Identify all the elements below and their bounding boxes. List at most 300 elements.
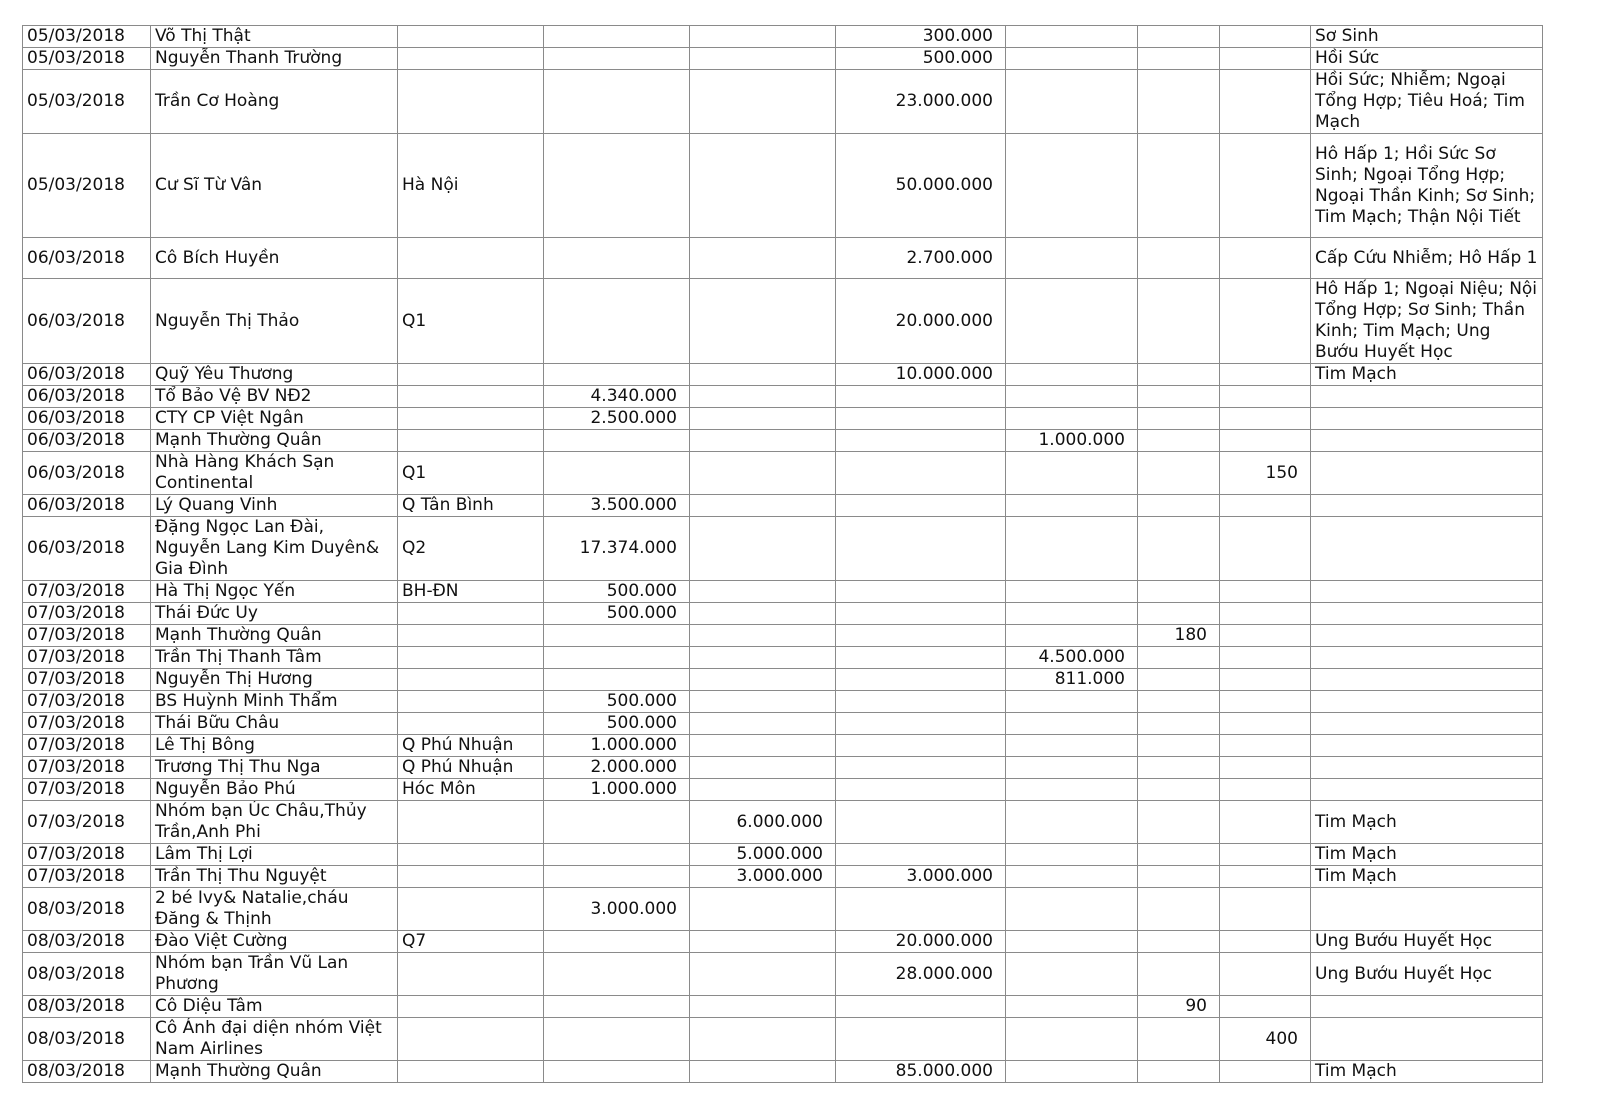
amount-col-3-cell	[836, 452, 1006, 495]
amount-col-3-cell: 3.000.000	[836, 866, 1006, 888]
location-cell	[398, 625, 544, 647]
donor-name-cell: Tổ Bảo Vệ BV NĐ2	[151, 386, 398, 408]
quantity-col-6-cell	[1220, 713, 1311, 735]
donor-name-cell: CTY CP Việt Ngân	[151, 408, 398, 430]
amount-col-1-cell	[544, 625, 690, 647]
quantity-col-5-cell	[1138, 408, 1220, 430]
quantity-col-5-cell	[1138, 603, 1220, 625]
quantity-col-6-cell	[1220, 430, 1311, 452]
amount-col-3-cell	[836, 495, 1006, 517]
location-cell	[398, 1061, 544, 1083]
quantity-col-5-cell	[1138, 647, 1220, 669]
date-cell: 08/03/2018	[23, 996, 151, 1018]
department-cell	[1311, 647, 1543, 669]
amount-col-3-cell	[836, 713, 1006, 735]
department-cell: Tim Mạch	[1311, 364, 1543, 386]
department-cell	[1311, 779, 1543, 801]
quantity-col-5-cell	[1138, 888, 1220, 931]
donor-name-cell: Nguyễn Thị Thảo	[151, 279, 398, 364]
amount-col-1-cell	[544, 1018, 690, 1061]
quantity-col-5-cell	[1138, 735, 1220, 757]
quantity-col-6-cell	[1220, 888, 1311, 931]
amount-col-1-cell: 500.000	[544, 691, 690, 713]
table-row	[23, 26, 1543, 48]
amount-col-3-cell	[836, 757, 1006, 779]
table-row	[23, 691, 1543, 713]
location-cell: Q2	[398, 517, 544, 581]
location-cell: Q7	[398, 931, 544, 953]
date-cell: 06/03/2018	[23, 279, 151, 364]
department-cell	[1311, 386, 1543, 408]
amount-col-2-cell	[690, 364, 836, 386]
amount-col-2-cell	[690, 996, 836, 1018]
location-cell	[398, 888, 544, 931]
quantity-col-5-cell	[1138, 1018, 1220, 1061]
donor-name-cell: Đặng Ngọc Lan Đài, Nguyễn Lang Kim Duyên& Gia Đình	[151, 517, 398, 581]
table-row	[23, 1018, 1543, 1061]
amount-col-2-cell	[690, 779, 836, 801]
date-cell: 05/03/2018	[23, 26, 151, 48]
location-cell: Q Tân Bình	[398, 495, 544, 517]
amount-col-4-cell	[1006, 603, 1138, 625]
amount-col-1-cell	[544, 48, 690, 70]
date-cell: 08/03/2018	[23, 931, 151, 953]
quantity-col-5-cell	[1138, 669, 1220, 691]
department-cell: Tim Mạch	[1311, 801, 1543, 844]
quantity-col-6-cell	[1220, 279, 1311, 364]
quantity-col-5-cell	[1138, 386, 1220, 408]
amount-col-2-cell	[690, 495, 836, 517]
table-row	[23, 238, 1543, 279]
table-row	[23, 625, 1543, 647]
date-cell: 05/03/2018	[23, 48, 151, 70]
amount-col-4-cell	[1006, 279, 1138, 364]
location-cell	[398, 26, 544, 48]
amount-col-1-cell	[544, 70, 690, 134]
department-cell	[1311, 517, 1543, 581]
date-cell: 07/03/2018	[23, 844, 151, 866]
amount-col-2-cell	[690, 238, 836, 279]
department-cell: Hô Hấp 1; Hồi Sức Sơ Sinh; Ngoại Tổng Hợp; Ngoại Thần Kinh; Sơ Sinh; Tim Mạch; Thận Nội Tiết	[1311, 134, 1543, 238]
amount-col-2-cell: 6.000.000	[690, 801, 836, 844]
amount-col-4-cell	[1006, 779, 1138, 801]
amount-col-2-cell	[690, 70, 836, 134]
table-row	[23, 669, 1543, 691]
amount-col-2-cell	[690, 669, 836, 691]
department-cell: Hô Hấp 1; Ngoại Niệu; Nội Tổng Hợp; Sơ Sinh; Thần Kinh; Tim Mạch; Ung Bướu Huyết Học	[1311, 279, 1543, 364]
amount-col-3-cell: 300.000	[836, 26, 1006, 48]
amount-col-3-cell: 85.000.000	[836, 1061, 1006, 1083]
date-cell: 07/03/2018	[23, 713, 151, 735]
amount-col-1-cell	[544, 669, 690, 691]
amount-col-1-cell	[544, 1061, 690, 1083]
donor-name-cell: Lâm Thị Lợi	[151, 844, 398, 866]
quantity-col-5-cell	[1138, 844, 1220, 866]
table-body	[23, 26, 1543, 1083]
donor-name-cell: Mạnh Thường Quân	[151, 1061, 398, 1083]
amount-col-3-cell	[836, 647, 1006, 669]
quantity-col-5-cell	[1138, 801, 1220, 844]
department-cell	[1311, 430, 1543, 452]
department-cell	[1311, 603, 1543, 625]
amount-col-4-cell	[1006, 996, 1138, 1018]
date-cell: 07/03/2018	[23, 669, 151, 691]
location-cell	[398, 713, 544, 735]
amount-col-1-cell	[544, 26, 690, 48]
amount-col-4-cell	[1006, 844, 1138, 866]
date-cell: 07/03/2018	[23, 757, 151, 779]
amount-col-4-cell: 4.500.000	[1006, 647, 1138, 669]
quantity-col-6-cell	[1220, 408, 1311, 430]
table-row	[23, 364, 1543, 386]
donor-name-cell: Hà Thị Ngọc Yến	[151, 581, 398, 603]
location-cell	[398, 691, 544, 713]
amount-col-2-cell	[690, 1018, 836, 1061]
amount-col-4-cell	[1006, 866, 1138, 888]
quantity-col-6-cell	[1220, 238, 1311, 279]
donor-name-cell: Quỹ Yêu Thương	[151, 364, 398, 386]
quantity-col-6-cell	[1220, 953, 1311, 996]
amount-col-3-cell	[836, 996, 1006, 1018]
donor-name-cell: Nhóm bạn Trần Vũ Lan Phương	[151, 953, 398, 996]
quantity-col-5-cell	[1138, 931, 1220, 953]
amount-col-2-cell	[690, 134, 836, 238]
amount-col-3-cell	[836, 779, 1006, 801]
amount-col-1-cell: 500.000	[544, 603, 690, 625]
amount-col-2-cell	[690, 735, 836, 757]
quantity-col-5-cell	[1138, 26, 1220, 48]
donor-name-cell: Cô Bích Huyền	[151, 238, 398, 279]
department-cell: Tim Mạch	[1311, 1061, 1543, 1083]
donor-name-cell: Thái Bữu Châu	[151, 713, 398, 735]
date-cell: 06/03/2018	[23, 408, 151, 430]
amount-col-1-cell	[544, 430, 690, 452]
amount-col-2-cell	[690, 757, 836, 779]
donor-name-cell: BS Huỳnh Minh Thẩm	[151, 691, 398, 713]
location-cell	[398, 647, 544, 669]
amount-col-4-cell	[1006, 26, 1138, 48]
amount-col-3-cell: 23.000.000	[836, 70, 1006, 134]
amount-col-2-cell	[690, 430, 836, 452]
amount-col-3-cell	[836, 844, 1006, 866]
donor-name-cell: Trần Cơ Hoàng	[151, 70, 398, 134]
amount-col-3-cell	[836, 1018, 1006, 1061]
donor-name-cell: Võ Thị Thật	[151, 26, 398, 48]
department-cell	[1311, 757, 1543, 779]
department-cell: Tim Mạch	[1311, 866, 1543, 888]
table-row	[23, 931, 1543, 953]
quantity-col-5-cell	[1138, 1061, 1220, 1083]
amount-col-3-cell: 10.000.000	[836, 364, 1006, 386]
amount-col-3-cell	[836, 888, 1006, 931]
amount-col-1-cell: 500.000	[544, 581, 690, 603]
location-cell	[398, 996, 544, 1018]
quantity-col-6-cell	[1220, 931, 1311, 953]
quantity-col-5-cell	[1138, 279, 1220, 364]
amount-col-1-cell: 2.000.000	[544, 757, 690, 779]
date-cell: 08/03/2018	[23, 888, 151, 931]
date-cell: 08/03/2018	[23, 1061, 151, 1083]
table-row	[23, 48, 1543, 70]
quantity-col-6-cell: 150	[1220, 452, 1311, 495]
amount-col-4-cell	[1006, 625, 1138, 647]
amount-col-2-cell	[690, 26, 836, 48]
quantity-col-5-cell	[1138, 691, 1220, 713]
donor-name-cell: Mạnh Thường Quân	[151, 430, 398, 452]
donor-name-cell: Cô Diệu Tâm	[151, 996, 398, 1018]
table-row	[23, 779, 1543, 801]
quantity-col-6-cell	[1220, 691, 1311, 713]
amount-col-2-cell: 5.000.000	[690, 844, 836, 866]
amount-col-4-cell	[1006, 134, 1138, 238]
date-cell: 08/03/2018	[23, 1018, 151, 1061]
amount-col-3-cell	[836, 408, 1006, 430]
amount-col-1-cell: 4.340.000	[544, 386, 690, 408]
location-cell	[398, 669, 544, 691]
quantity-col-5-cell	[1138, 953, 1220, 996]
amount-col-3-cell: 20.000.000	[836, 279, 1006, 364]
table-row	[23, 603, 1543, 625]
department-cell	[1311, 495, 1543, 517]
location-cell	[398, 1018, 544, 1061]
location-cell	[398, 364, 544, 386]
quantity-col-5-cell: 90	[1138, 996, 1220, 1018]
amount-col-4-cell	[1006, 953, 1138, 996]
amount-col-2-cell	[690, 647, 836, 669]
amount-col-1-cell	[544, 801, 690, 844]
amount-col-1-cell	[544, 996, 690, 1018]
amount-col-3-cell	[836, 625, 1006, 647]
department-cell	[1311, 691, 1543, 713]
amount-col-3-cell: 50.000.000	[836, 134, 1006, 238]
date-cell: 06/03/2018	[23, 517, 151, 581]
amount-col-1-cell	[544, 238, 690, 279]
amount-col-2-cell	[690, 517, 836, 581]
location-cell: BH-ĐN	[398, 581, 544, 603]
quantity-col-5-cell	[1138, 779, 1220, 801]
donor-name-cell: Nhóm bạn Úc Châu,Thủy Trần,Anh Phi	[151, 801, 398, 844]
quantity-col-6-cell	[1220, 757, 1311, 779]
amount-col-1-cell	[544, 866, 690, 888]
amount-col-4-cell: 1.000.000	[1006, 430, 1138, 452]
location-cell	[398, 238, 544, 279]
location-cell	[398, 844, 544, 866]
donor-name-cell: Mạnh Thường Quân	[151, 625, 398, 647]
table-row	[23, 581, 1543, 603]
table-row	[23, 647, 1543, 669]
amount-col-2-cell	[690, 386, 836, 408]
quantity-col-6-cell	[1220, 1061, 1311, 1083]
amount-col-2-cell	[690, 1061, 836, 1083]
amount-col-4-cell	[1006, 495, 1138, 517]
date-cell: 08/03/2018	[23, 953, 151, 996]
department-cell: Sơ Sinh	[1311, 26, 1543, 48]
amount-col-2-cell	[690, 603, 836, 625]
amount-col-1-cell	[544, 844, 690, 866]
donor-name-cell: Nhà Hàng Khách Sạn Continental	[151, 452, 398, 495]
location-cell	[398, 603, 544, 625]
donor-name-cell: Trần Thị Thanh Tâm	[151, 647, 398, 669]
date-cell: 06/03/2018	[23, 495, 151, 517]
date-cell: 07/03/2018	[23, 801, 151, 844]
amount-col-1-cell: 17.374.000	[544, 517, 690, 581]
donor-name-cell: Cô Ánh đại diện nhóm Việt Nam Airlines	[151, 1018, 398, 1061]
amount-col-4-cell	[1006, 364, 1138, 386]
amount-col-4-cell: 811.000	[1006, 669, 1138, 691]
amount-col-1-cell: 3.500.000	[544, 495, 690, 517]
amount-col-3-cell	[836, 430, 1006, 452]
location-cell: Q1	[398, 452, 544, 495]
amount-col-2-cell	[690, 888, 836, 931]
quantity-col-6-cell	[1220, 70, 1311, 134]
donor-name-cell: Lý Quang Vinh	[151, 495, 398, 517]
date-cell: 06/03/2018	[23, 386, 151, 408]
date-cell: 07/03/2018	[23, 691, 151, 713]
table-row	[23, 386, 1543, 408]
quantity-col-6-cell	[1220, 779, 1311, 801]
department-cell: Hồi Sức; Nhiễm; Ngoại Tổng Hợp; Tiêu Hoá; Tim Mạch	[1311, 70, 1543, 134]
table-row	[23, 1061, 1543, 1083]
quantity-col-5-cell	[1138, 495, 1220, 517]
location-cell: Q Phú Nhuận	[398, 735, 544, 757]
location-cell	[398, 48, 544, 70]
department-cell	[1311, 625, 1543, 647]
department-cell	[1311, 408, 1543, 430]
department-cell: Hồi Sức	[1311, 48, 1543, 70]
location-cell: Q Phú Nhuận	[398, 757, 544, 779]
quantity-col-5-cell	[1138, 713, 1220, 735]
quantity-col-5-cell	[1138, 866, 1220, 888]
amount-col-4-cell	[1006, 452, 1138, 495]
location-cell	[398, 70, 544, 134]
quantity-col-5-cell	[1138, 452, 1220, 495]
quantity-col-6-cell	[1220, 48, 1311, 70]
amount-col-4-cell	[1006, 691, 1138, 713]
quantity-col-6-cell	[1220, 364, 1311, 386]
date-cell: 07/03/2018	[23, 647, 151, 669]
department-cell: Ung Bướu Huyết Học	[1311, 931, 1543, 953]
amount-col-2-cell	[690, 953, 836, 996]
location-cell	[398, 866, 544, 888]
amount-col-4-cell	[1006, 517, 1138, 581]
amount-col-1-cell: 500.000	[544, 713, 690, 735]
amount-col-1-cell	[544, 279, 690, 364]
table-row	[23, 866, 1543, 888]
amount-col-2-cell	[690, 279, 836, 364]
donor-name-cell: Đào Việt Cường	[151, 931, 398, 953]
location-cell	[398, 408, 544, 430]
location-cell	[398, 386, 544, 408]
department-cell: Tim Mạch	[1311, 844, 1543, 866]
amount-col-1-cell: 2.500.000	[544, 408, 690, 430]
quantity-col-6-cell	[1220, 866, 1311, 888]
table-row	[23, 953, 1543, 996]
amount-col-4-cell	[1006, 48, 1138, 70]
amount-col-1-cell	[544, 452, 690, 495]
quantity-col-6-cell	[1220, 625, 1311, 647]
table-row	[23, 735, 1543, 757]
quantity-col-5-cell	[1138, 364, 1220, 386]
amount-col-1-cell: 3.000.000	[544, 888, 690, 931]
quantity-col-6-cell	[1220, 517, 1311, 581]
amount-col-4-cell	[1006, 757, 1138, 779]
quantity-col-5-cell	[1138, 517, 1220, 581]
amount-col-3-cell: 2.700.000	[836, 238, 1006, 279]
date-cell: 05/03/2018	[23, 134, 151, 238]
department-cell	[1311, 452, 1543, 495]
date-cell: 07/03/2018	[23, 735, 151, 757]
donor-name-cell: Nguyễn Bảo Phú	[151, 779, 398, 801]
amount-col-4-cell	[1006, 1061, 1138, 1083]
quantity-col-6-cell: 400	[1220, 1018, 1311, 1061]
quantity-col-6-cell	[1220, 603, 1311, 625]
amount-col-1-cell	[544, 953, 690, 996]
amount-col-2-cell	[690, 408, 836, 430]
amount-col-2-cell	[690, 713, 836, 735]
quantity-col-5-cell	[1138, 70, 1220, 134]
department-cell: Cấp Cứu Nhiễm; Hô Hấp 1	[1311, 238, 1543, 279]
quantity-col-6-cell	[1220, 134, 1311, 238]
amount-col-3-cell	[836, 669, 1006, 691]
table-row	[23, 996, 1543, 1018]
donor-name-cell: Nguyễn Thị Hương	[151, 669, 398, 691]
donor-name-cell: Nguyễn Thanh Trường	[151, 48, 398, 70]
department-cell	[1311, 581, 1543, 603]
quantity-col-6-cell	[1220, 581, 1311, 603]
table-row	[23, 430, 1543, 452]
amount-col-2-cell	[690, 48, 836, 70]
department-cell	[1311, 888, 1543, 931]
date-cell: 07/03/2018	[23, 581, 151, 603]
donation-table	[22, 25, 1543, 1083]
amount-col-3-cell: 500.000	[836, 48, 1006, 70]
department-cell	[1311, 735, 1543, 757]
amount-col-3-cell	[836, 735, 1006, 757]
date-cell: 06/03/2018	[23, 364, 151, 386]
table-row	[23, 801, 1543, 844]
amount-col-3-cell: 20.000.000	[836, 931, 1006, 953]
amount-col-2-cell: 3.000.000	[690, 866, 836, 888]
date-cell: 06/03/2018	[23, 238, 151, 279]
amount-col-1-cell	[544, 647, 690, 669]
department-cell	[1311, 996, 1543, 1018]
table-row	[23, 844, 1543, 866]
quantity-col-5-cell	[1138, 134, 1220, 238]
table-row	[23, 134, 1543, 238]
department-cell: Ung Bướu Huyết Học	[1311, 953, 1543, 996]
amount-col-1-cell	[544, 364, 690, 386]
amount-col-3-cell	[836, 603, 1006, 625]
quantity-col-6-cell	[1220, 26, 1311, 48]
quantity-col-5-cell	[1138, 48, 1220, 70]
location-cell: Q1	[398, 279, 544, 364]
department-cell	[1311, 713, 1543, 735]
amount-col-3-cell	[836, 386, 1006, 408]
table-row	[23, 517, 1543, 581]
amount-col-3-cell	[836, 691, 1006, 713]
quantity-col-6-cell	[1220, 495, 1311, 517]
quantity-col-5-cell	[1138, 430, 1220, 452]
donor-name-cell: Lê Thị Bông	[151, 735, 398, 757]
amount-col-4-cell	[1006, 238, 1138, 279]
location-cell	[398, 953, 544, 996]
quantity-col-6-cell	[1220, 386, 1311, 408]
donor-name-cell: 2 bé Ivy& Natalie,cháu Đăng & Thịnh	[151, 888, 398, 931]
amount-col-4-cell	[1006, 70, 1138, 134]
amount-col-4-cell	[1006, 713, 1138, 735]
date-cell: 06/03/2018	[23, 452, 151, 495]
table-row	[23, 408, 1543, 430]
